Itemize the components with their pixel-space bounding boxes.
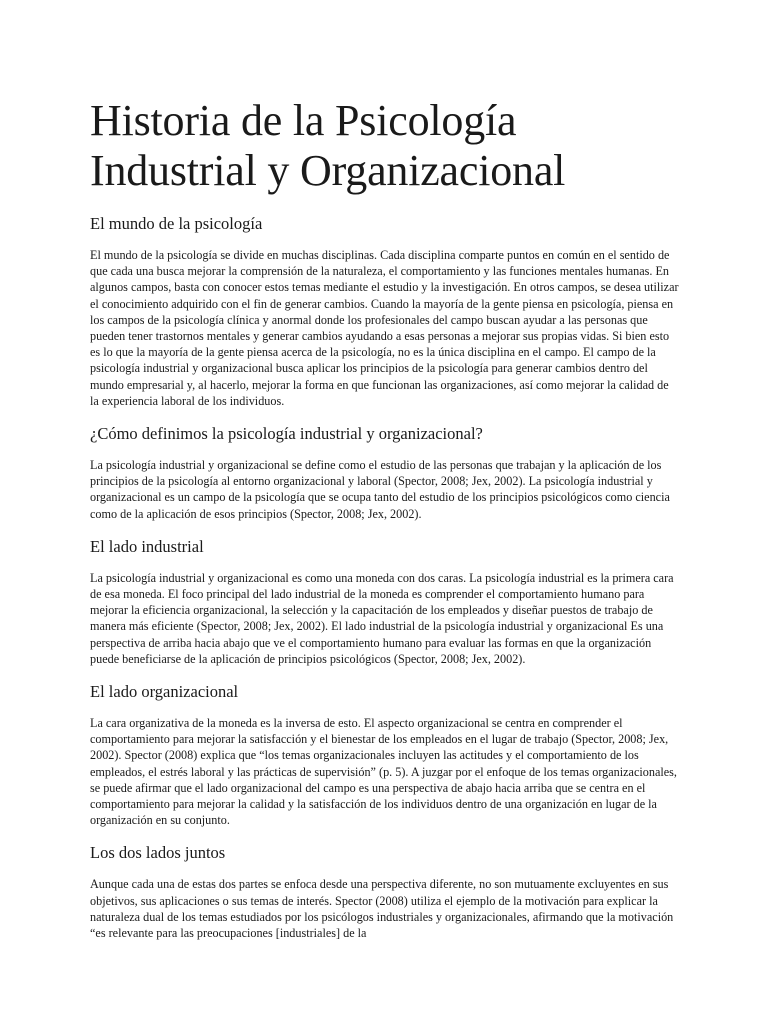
section-paragraph: El mundo de la psicología se divide en muchas disciplinas. Cada disciplina comparte puntos en común en el sentido de que cada una busca mejorar la comprensión de la naturaleza, el comportamiento y las funciones mentales humanas. En algunos campos, basta con conocer estos temas mediante el estudio y la investigación. En otros campos, se desea utilizar el conocimiento adquirido con el fin de generar cambios. Cuando la mayoría de la gente piensa en psicología, piensa en los campos de la psicología clínica y anormal donde los profesionales del campo buscan ayudar a las personas que pueden tener trastornos mentales y generar cambios ayudando a esas personas a mejorar sus propias vidas. Si bien esto es lo que la mayoría de la gente piensa acerca de la psicología, no es la única disciplina en el campo. El campo de la psicología industrial y organizacional busca aplicar los principios de la psicología para generar cambios dentro del mundo empresarial y, al hacerlo, mejorar la forma en que funcionan las organizaciones, así como mejorar la calidad de la experiencia laboral de los individuos. xyxy=(90,248,679,408)
section-heading: El lado organizacional xyxy=(90,682,239,702)
document-page xyxy=(90,96,680,956)
section-heading: Los dos lados juntos xyxy=(90,843,226,863)
document-title: Historia de la Psicología Industrial y Organizacional xyxy=(90,96,566,195)
section-lado-organizacional xyxy=(90,682,680,828)
section-heading: El mundo de la psicología xyxy=(90,214,263,233)
section-paragraph: La psicología industrial y organizacional se define como el estudio de las personas que trabajan y la aplicación de los principios de la psicología al entorno organizacional y laboral (Spector, 2008; Jex, 2002). La psicología industrial y organizacional es un campo de la psicología que se ocupa tanto del estudio de los principios psicológicos como ciencia como de la aplicación de esos principios (Spector, 2008; Jex, 2002). xyxy=(90,458,670,521)
section-definicion xyxy=(90,424,680,522)
section-heading: ¿Cómo definimos la psicología industrial y organizacional? xyxy=(90,424,483,444)
section-paragraph: Aunque cada una de estas dos partes se enfoca desde una perspectiva diferente, no son mutuamente excluyentes en sus objetivos, sus aplicaciones o sus temas de interés. Spector (2008) utiliza el ejemplo de la motivación para explicar la naturaleza dual de los temas estudiados por los psicólogos industriales y organizacionales, afirmando que la motivación “es relevante para las preocupaciones [industriales] de la xyxy=(90,877,674,941)
section-dos-lados xyxy=(90,843,680,941)
section-lado-industrial xyxy=(90,537,680,667)
section-paragraph: La cara organizativa de la moneda es la inversa de esto. El aspecto organizacional se centra en comprender el comportamiento para mejorar la satisfacción y el bienestar de los empleados en el lugar de trabajo (Spector, 2008; Jex, 2002). Spector (2008) explica que “los temas organizacionales incluyen las actitudes y el comportamiento de los empleados, el estrés laboral y las prácticas de supervisión” (p. 5). A juzgar por el enfoque de los temas organizacionales, se puede afirmar que el lado organizacional del campo es una perspectiva de abajo hacia arriba que se centra en el comportamiento para mejorar la calidad y la satisfacción de los individuos dentro de una organización en lugar de la organización en su conjunto. xyxy=(90,716,677,828)
section-mundo-psicologia xyxy=(90,214,680,409)
section-paragraph: La psicología industrial y organizacional es como una moneda con dos caras. La psicología industrial es la primera cara de esa moneda. El foco principal del lado industrial de la moneda es comprender el comportamiento humano para mejorar la eficiencia organizacional, la selección y la capacitación de los empleados y diseñar puestos de trabajo de manera más eficiente (Spector, 2008; Jex, 2002). El lado industrial de la psicología industrial y organizacional Es una perspectiva de arriba hacia abajo que ve el comportamiento humano para evaluar las formas en que la organización puede beneficiarse de la aplicación de principios psicológicos (Spector, 2008; Jex, 2002). xyxy=(90,570,674,666)
section-heading: El lado industrial xyxy=(90,536,204,556)
